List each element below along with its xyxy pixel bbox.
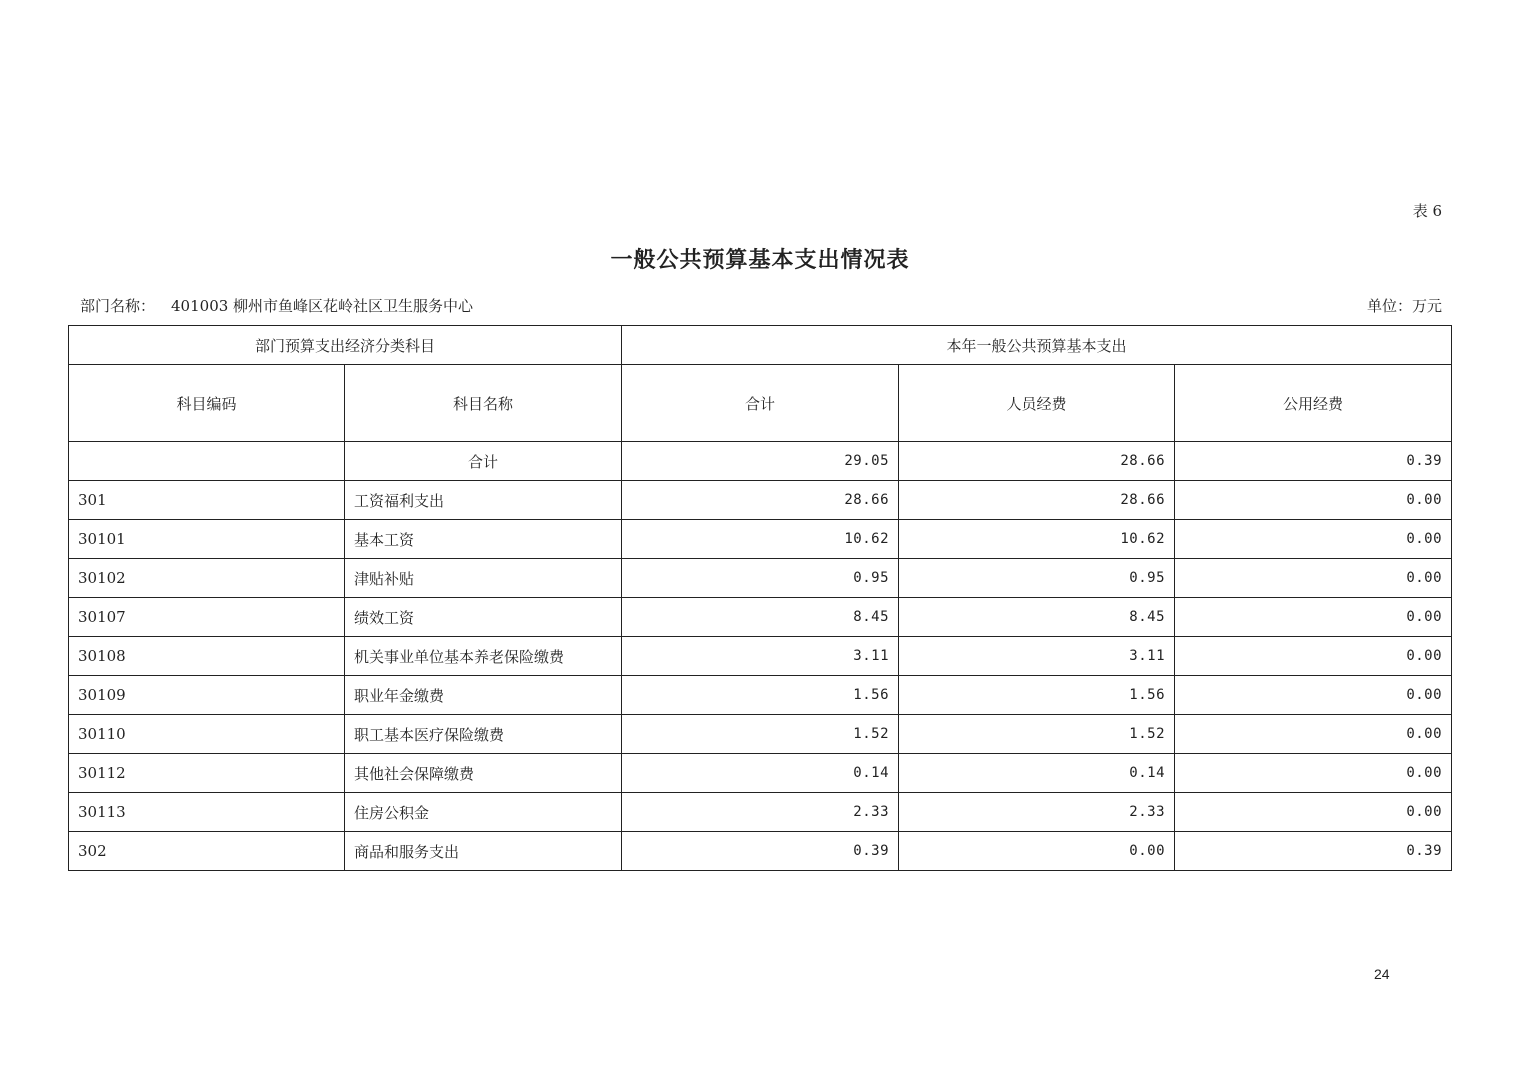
- column-header-code: 科目编码: [69, 365, 345, 442]
- row-code-cell: 30112: [69, 754, 345, 793]
- table-row: [69, 676, 1452, 715]
- row-personnel-cell: 10.62: [899, 520, 1175, 559]
- row-name-cell: 津贴补贴: [345, 559, 622, 598]
- table-row: [69, 520, 1452, 559]
- row-public-cell: 0.00: [1175, 715, 1452, 754]
- column-header-total: 合计: [622, 365, 899, 442]
- table-row: [69, 637, 1452, 676]
- column-header-row: [69, 365, 1452, 442]
- row-personnel-cell: 0.14: [899, 754, 1175, 793]
- table-row: [69, 754, 1452, 793]
- row-name-cell: 其他社会保障缴费: [345, 754, 622, 793]
- row-personnel-cell: 2.33: [899, 793, 1175, 832]
- row-name-cell: 机关事业单位基本养老保险缴费: [345, 637, 622, 676]
- row-personnel-cell: 28.66: [899, 442, 1175, 481]
- page-title: 一般公共预算基本支出情况表: [610, 247, 910, 273]
- department-value: 401003 柳州市鱼峰区花岭社区卫生服务中心: [171, 297, 474, 315]
- row-public-cell: 0.00: [1175, 637, 1452, 676]
- row-public-cell: 0.00: [1175, 793, 1452, 832]
- row-name-cell: 基本工资: [345, 520, 622, 559]
- row-public-cell: 0.39: [1175, 442, 1452, 481]
- unit-label: 单位：万元: [1366, 297, 1442, 315]
- department-line: [80, 295, 473, 316]
- row-name-cell: 工资福利支出: [345, 481, 622, 520]
- column-header-personnel: 人员经费: [899, 365, 1175, 442]
- table-row: [69, 559, 1452, 598]
- budget-table: [68, 325, 1452, 871]
- row-public-cell: 0.39: [1175, 832, 1452, 871]
- row-personnel-cell: 1.52: [899, 715, 1175, 754]
- row-code-cell: 30107: [69, 598, 345, 637]
- table-row: [69, 481, 1452, 520]
- row-personnel-cell: 28.66: [899, 481, 1175, 520]
- row-personnel-cell: 0.95: [899, 559, 1175, 598]
- row-total-cell: 0.39: [622, 832, 899, 871]
- row-public-cell: 0.00: [1175, 559, 1452, 598]
- row-name-cell: 住房公积金: [345, 793, 622, 832]
- row-code-cell: 30113: [69, 793, 345, 832]
- row-total-cell: 3.11: [622, 637, 899, 676]
- row-total-cell: 29.05: [622, 442, 899, 481]
- row-personnel-cell: 1.56: [899, 676, 1175, 715]
- row-public-cell: 0.00: [1175, 676, 1452, 715]
- row-code-cell: 302: [69, 832, 345, 871]
- row-name-cell: 职业年金缴费: [345, 676, 622, 715]
- row-name-cell: 合计: [345, 442, 622, 481]
- table-row: [69, 715, 1452, 754]
- row-code-cell: 30102: [69, 559, 345, 598]
- row-total-cell: 1.56: [622, 676, 899, 715]
- row-name-cell: 职工基本医疗保险缴费: [345, 715, 622, 754]
- table-row: [69, 793, 1452, 832]
- row-total-cell: 8.45: [622, 598, 899, 637]
- row-public-cell: 0.00: [1175, 754, 1452, 793]
- row-personnel-cell: 0.00: [899, 832, 1175, 871]
- group-header-expenditure: 本年一般公共预算基本支出: [622, 326, 1452, 365]
- row-total-cell: 0.95: [622, 559, 899, 598]
- row-total-cell: 28.66: [622, 481, 899, 520]
- row-public-cell: 0.00: [1175, 481, 1452, 520]
- table-row: [69, 598, 1452, 637]
- row-code-cell: [69, 442, 345, 481]
- row-public-cell: 0.00: [1175, 598, 1452, 637]
- row-public-cell: 0.00: [1175, 520, 1452, 559]
- table-row: [69, 442, 1452, 481]
- row-total-cell: 1.52: [622, 715, 899, 754]
- row-code-cell: 30101: [69, 520, 345, 559]
- group-header-row: [69, 326, 1452, 365]
- row-total-cell: 0.14: [622, 754, 899, 793]
- row-code-cell: 301: [69, 481, 345, 520]
- row-total-cell: 2.33: [622, 793, 899, 832]
- group-header-classification: 部门预算支出经济分类科目: [69, 326, 622, 365]
- table-row: [69, 832, 1452, 871]
- row-name-cell: 绩效工资: [345, 598, 622, 637]
- department-label: 部门名称：: [80, 297, 156, 315]
- table-label: 表 6: [1412, 202, 1442, 220]
- row-code-cell: 30109: [69, 676, 345, 715]
- row-code-cell: 30110: [69, 715, 345, 754]
- row-personnel-cell: 8.45: [899, 598, 1175, 637]
- row-personnel-cell: 3.11: [899, 637, 1175, 676]
- page-number: 24: [1374, 966, 1390, 982]
- column-header-name: 科目名称: [345, 365, 622, 442]
- column-header-public: 公用经费: [1175, 365, 1452, 442]
- row-name-cell: 商品和服务支出: [345, 832, 622, 871]
- row-code-cell: 30108: [69, 637, 345, 676]
- row-total-cell: 10.62: [622, 520, 899, 559]
